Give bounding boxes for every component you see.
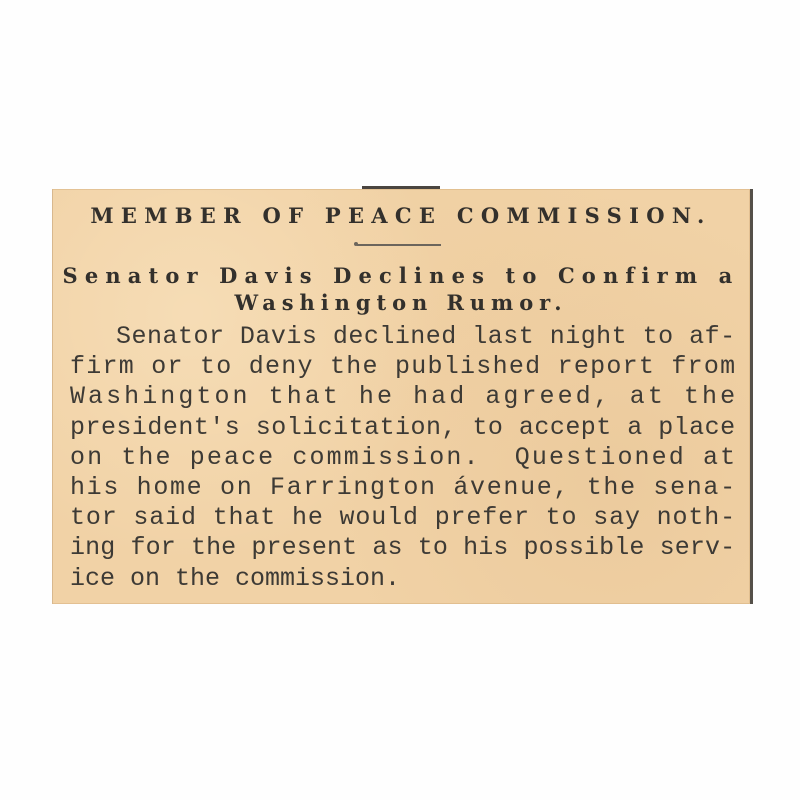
subheadline-line-2: Washington Rumor. [234,290,568,315]
headline: MEMBER OF PEACE COMMISSION. [90,203,712,228]
headline-divider [357,244,441,246]
subheadline-line-1: Senator Davis Declines to Confirm a [62,263,740,288]
article-body [70,322,739,594]
body-line: Senator Davis declined last night to af- [116,322,736,351]
body-line: tor said that he would prefer to say noth- [70,503,736,533]
body-line: president's solicitation, to accept a place [70,412,736,442]
body-line: his home on Farrington ávenue, the sena- [70,472,737,502]
body-line: firm or to deny the published report from [70,352,737,382]
body-line: ice on the commission. [70,563,401,593]
body-line: ing for the present as to his possible serv- [70,533,736,563]
body-line: Washington that he had agreed, at the [70,382,739,412]
clipping-left-edge [52,189,53,604]
clipping-right-edge-shadow [750,189,753,604]
body-line: on the peace commission. Questioned at [70,442,738,472]
